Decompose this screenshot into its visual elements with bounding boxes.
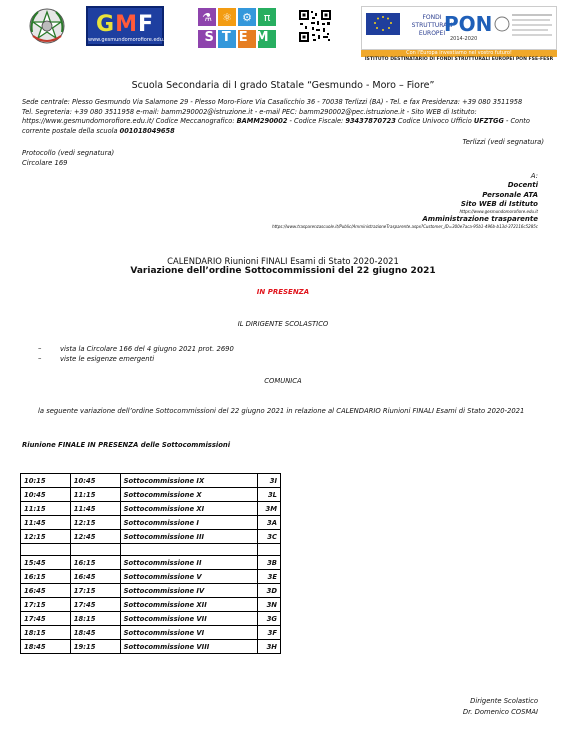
subcommission-cell: Sottocommissione XI — [120, 502, 257, 516]
class-cell: 3B — [258, 556, 281, 570]
riunione-heading: Riunione FINALE IN PRESENZA delle Sottocommissioni — [22, 441, 231, 449]
start-time-cell: 18:15 — [21, 626, 71, 640]
dirigente-heading: IL DIRIGENTE SCOLASTICO — [237, 320, 329, 328]
table-row — [21, 640, 281, 654]
subcommission-cell: Sottocommissione IX — [120, 474, 257, 488]
table-row — [21, 612, 281, 626]
comunica-heading: COMUNICA — [264, 377, 302, 385]
class-cell: 3C — [258, 530, 281, 544]
end-time-cell: 17:15 — [70, 584, 120, 598]
start-time-cell: 17:15 — [21, 598, 71, 612]
addressee-docenti: Docenti — [507, 181, 538, 190]
subcommission-cell: Sottocommissione VII — [120, 612, 257, 626]
end-time-cell: 18:45 — [70, 626, 120, 640]
table-row — [21, 544, 281, 556]
class-cell: 3D — [258, 584, 281, 598]
subcommission-cell: Sottocommissione X — [120, 488, 257, 502]
start-time-cell: 16:15 — [21, 570, 71, 584]
class-cell: 3A — [258, 516, 281, 530]
place-date: Terlizzi (vedi segnatura) — [462, 138, 544, 146]
school-name: Scuola Secondaria di I grado Statale “Gesmundo - Moro – Fiore” — [131, 80, 435, 91]
svg-text:PON: PON — [444, 12, 493, 36]
schedule-table — [20, 473, 281, 654]
vista-item: – viste le esigenze emergenti — [38, 355, 155, 363]
start-time-cell: 15:45 — [21, 556, 71, 570]
svg-text:⚙: ⚙ — [242, 11, 252, 24]
start-time-cell: 11:45 — [21, 516, 71, 530]
start-time-cell: 18:45 — [21, 640, 71, 654]
school-info — [22, 98, 562, 136]
table-row — [21, 474, 281, 488]
subcommission-cell: Sottocommissione VI — [120, 626, 257, 640]
table-row — [21, 570, 281, 584]
signature-role: Dirigente Scolastico — [470, 697, 538, 705]
subcommission-cell: Sottocommissione XII — [120, 598, 257, 612]
addressee-sito: Sito WEB di Istituto — [460, 199, 538, 208]
addressee-ata: Personale ATA — [482, 190, 538, 199]
start-time-cell: 10:45 — [21, 488, 71, 502]
sede-line-4: corrente postale della scuola 001018049658 — [22, 126, 175, 135]
table-row — [21, 502, 281, 516]
class-cell: 3N — [258, 598, 281, 612]
class-cell: 3I — [258, 474, 281, 488]
body-text: la seguente variazione dell’ordine Sottocommissioni del 22 giugno 2021 in relazione al CALENDARIO Riunioni FINALI Esami di Stato 2020-2021 — [38, 407, 525, 415]
circolare-number: Circolare 169 — [22, 159, 68, 167]
class-cell: 3F — [258, 626, 281, 640]
presenza-label: IN PRESENZA — [256, 288, 310, 296]
pon-footer: ISTITUTO DESTINATARIO DI FONDI STRUTTURALI EUROPEI PON FSE-FESR — [364, 57, 554, 62]
vista-item: – vista la Circolare 166 del 4 giugno 2021 prot. 2690 — [38, 345, 234, 353]
svg-text:⚛: ⚛ — [222, 11, 232, 24]
subcommission-cell: Sottocommissione V — [120, 570, 257, 584]
end-time-cell: 19:15 — [70, 640, 120, 654]
document-title: CALENDARIO Riunioni FINALI Esami di Stato 2020-2021 — [167, 256, 399, 266]
start-time-cell: 16:45 — [21, 584, 71, 598]
table-row — [21, 626, 281, 640]
table-row — [21, 516, 281, 530]
class-cell — [258, 544, 281, 556]
end-time-cell: 18:15 — [70, 612, 120, 626]
subcommission-cell: Sottocommissione III — [120, 530, 257, 544]
class-cell: 3M — [258, 502, 281, 516]
class-cell: 3L — [258, 488, 281, 502]
start-time-cell: 17:45 — [21, 612, 71, 626]
end-time-cell: 17:45 — [70, 598, 120, 612]
end-time-cell: 11:15 — [70, 488, 120, 502]
amm-url[interactable]: https://www.trasparenzascuole.it/Public/AmministrazioneTrasparente.aspx?Customer_ID=300e7aca-95b1-496b-b13d-372116c5285c — [272, 224, 538, 230]
class-cell: 3H — [258, 640, 281, 654]
class-cell: 3G — [258, 612, 281, 626]
sede-line-1: Sede centrale: Plesso Gesmundo Via Salamone 29 - Plesso Moro-Fiore Via Casalicchio 36 - 70038 Terlizzi (BA) - Tel. e fax Presidenza: +39 080 3511958 — [22, 98, 523, 106]
gmf-logo: GMF www.gesmundomorofiore.edu.it — [86, 6, 164, 46]
end-time-cell: 10:45 — [70, 474, 120, 488]
document-subtitle: Variazione dell’ordine Sottocommissioni del 22 giugno 2021 — [130, 266, 436, 276]
start-time-cell: 10:15 — [21, 474, 71, 488]
qr-code — [298, 9, 332, 43]
svg-text:2014-2020: 2014-2020 — [450, 36, 478, 42]
end-time-cell: 11:45 — [70, 502, 120, 516]
subcommission-cell: Sottocommissione VIII — [120, 640, 257, 654]
table-row — [21, 556, 281, 570]
svg-text:π: π — [263, 11, 271, 24]
class-cell: 3E — [258, 570, 281, 584]
pon-band: Con l'Europa investiamo nel vostro futuro! — [361, 50, 557, 57]
sede-line-2: Tel. Segreteria: +39 080 3511958 e-mail: bamm290002@istruzione.it - e-mail PEC: bamm290002@pec.istruzione.it - Sito WEB di Istituto: — [22, 107, 477, 116]
pon-banner — [361, 6, 557, 50]
subcommission-cell — [120, 544, 257, 556]
protocollo: Protocollo (vedi segnatura) — [22, 149, 115, 157]
vista-list — [38, 344, 234, 364]
end-time-cell: 12:45 — [70, 530, 120, 544]
pon-left-text: FONDI — [422, 14, 442, 21]
start-time-cell — [21, 544, 71, 556]
addressee-amm: Amministrazione trasparente — [422, 215, 538, 224]
svg-text:EUROPEI: EUROPEI — [418, 30, 446, 37]
subcommission-cell: Sottocommissione II — [120, 556, 257, 570]
table-row — [21, 598, 281, 612]
table-row — [21, 488, 281, 502]
signature-name: Dr. Domenico COSMAI — [462, 708, 538, 716]
start-time-cell: 11:15 — [21, 502, 71, 516]
svg-text:STRUTTURALI: STRUTTURALI — [411, 22, 453, 29]
italian-republic-emblem — [28, 6, 66, 46]
stem-logo-text: STEM — [204, 30, 277, 45]
table-row — [21, 530, 281, 544]
svg-text:⚗: ⚗ — [202, 11, 212, 24]
addressees — [272, 172, 538, 230]
end-time-cell: 12:15 — [70, 516, 120, 530]
table-row — [21, 584, 281, 598]
sito-url[interactable]: https://www.gesmundomorofiore.edu.it — [459, 209, 538, 215]
subcommission-cell: Sottocommissione IV — [120, 584, 257, 598]
end-time-cell: 16:45 — [70, 570, 120, 584]
addressee-label: A: — [530, 172, 538, 180]
end-time-cell — [70, 544, 120, 556]
start-time-cell: 12:15 — [21, 530, 71, 544]
end-time-cell: 16:15 — [70, 556, 120, 570]
protocol-block — [22, 148, 114, 168]
stem-logo — [198, 8, 278, 48]
subcommission-cell: Sottocommissione I — [120, 516, 257, 530]
sede-line-3: https://www.gesmundomorofiore.edu.it/ Codice Meccanografico: BAMM290002 - Codice Fiscale: 93437870723 Codice Univoco Ufficio UFZTGG - Conto — [22, 117, 530, 125]
